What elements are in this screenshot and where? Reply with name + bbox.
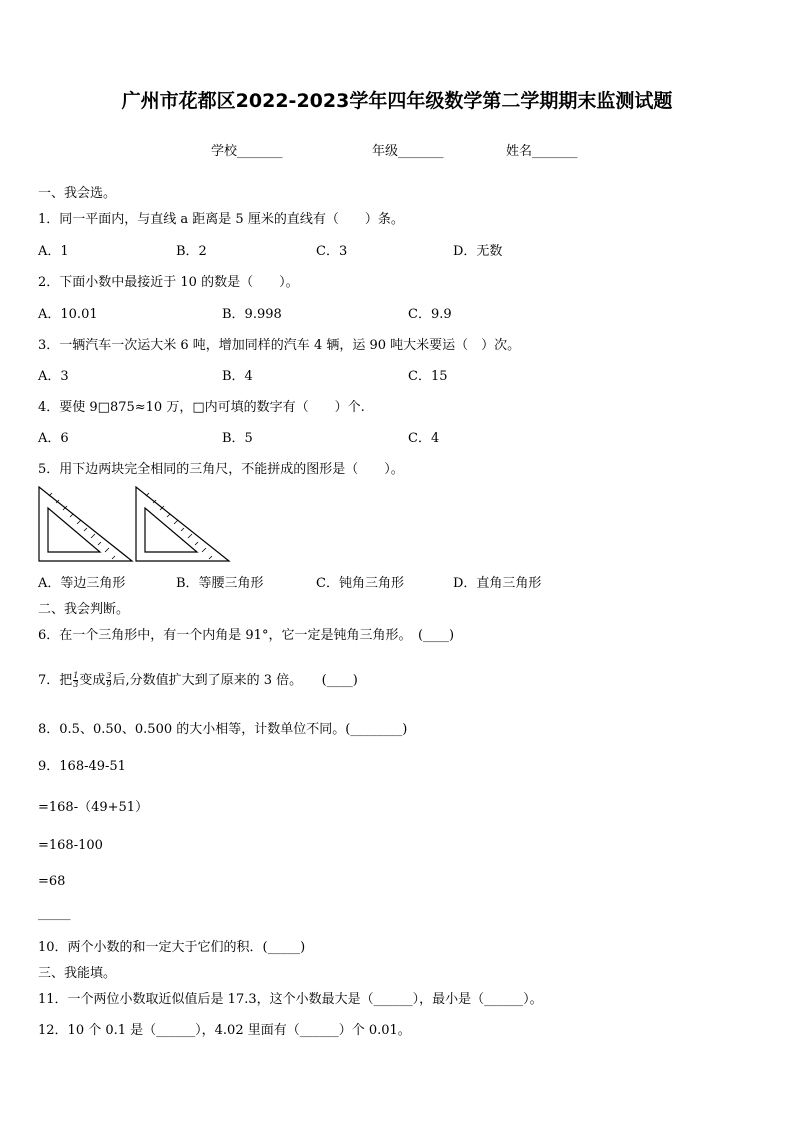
section-1-heading: 一、我会选。 xyxy=(38,186,117,201)
q9-line-1: 9．168-49-51 xyxy=(38,759,126,774)
q7-fraction-2-numerator: 3 xyxy=(106,671,112,680)
q7-fraction-2-denominator: 9 xyxy=(106,680,112,689)
section-2-heading: 二、我会判断。 xyxy=(38,602,130,617)
q4-option-a: A．6 xyxy=(38,431,69,446)
q5-stem: 5．用下边两块完全相同的三角尺，不能拼成的图形是（ ）。 xyxy=(38,462,404,477)
q7-fraction-2 xyxy=(106,672,111,689)
section-3-heading: 三、我能填。 xyxy=(38,966,117,981)
q9-line-2: =168-（49+51） xyxy=(38,800,149,815)
q12-text: 12．10 个 0.1 是（______），4.02 里面有（______）个 0.01。 xyxy=(38,1023,411,1038)
q7-middle: 变成 xyxy=(79,673,106,688)
q2-option-c: C．9.9 xyxy=(408,307,452,322)
q4-option-b: B．5 xyxy=(222,431,253,446)
page-title: 广州市花都区2022-2023学年四年级数学第二学期期末监测试题 xyxy=(121,90,673,112)
q1-option-c: C．3 xyxy=(316,244,348,259)
q4-stem: 4．要使 9□875≈10 万，□内可填的数字有（ ）个. xyxy=(38,400,365,415)
q3-option-c: C．15 xyxy=(408,369,448,384)
q7-fraction-1 xyxy=(73,672,78,689)
q1-stem: 1．同一平面内，与直线 a 距离是 5 厘米的直线有（ ）条。 xyxy=(38,212,404,227)
q3-option-b: B．4 xyxy=(222,369,253,384)
grade-field: 年级_______ xyxy=(372,144,444,159)
q2-stem: 2．下面小数中最接近于 10 的数是（ ）。 xyxy=(38,275,299,290)
q3-stem: 3．一辆汽车一次运大米 6 吨，增加同样的汽车 4 辆，运 90 吨大米要运（ ）次。 xyxy=(38,338,521,353)
q9-answer-blank: _____ xyxy=(38,906,71,921)
q7-fraction-1-numerator: 1 xyxy=(73,671,79,680)
q5-option-a: A．等边三角形 xyxy=(38,576,126,591)
q7-suffix: 后,分数值扩大到了原来的 3 倍。 (____) xyxy=(112,673,358,688)
q4-option-c: C．4 xyxy=(408,431,440,446)
triangle-ruler-1-figure xyxy=(38,486,134,562)
triangle-ruler-2-figure xyxy=(135,486,231,562)
q9-line-4: =68 xyxy=(38,874,66,889)
q11-text: 11．一个两位小数取近似值后是 17.3，这个小数最大是（______），最小是（______）。 xyxy=(38,992,543,1007)
q6-text: 6．在一个三角形中，有一个内角是 91°，它一定是钝角三角形。 (____) xyxy=(38,628,455,643)
q2-option-a: A．10.01 xyxy=(38,307,98,322)
q1-option-a: A．1 xyxy=(38,244,69,259)
q5-option-d: D．直角三角形 xyxy=(453,576,542,591)
q7-fraction-1-denominator: 3 xyxy=(73,680,79,689)
q7-prefix: 7．把 xyxy=(38,673,73,688)
q2-option-b: B．9.998 xyxy=(222,307,282,322)
q1-option-b: B．2 xyxy=(176,244,207,259)
q10-text: 10．两个小数的和一定大于它们的积．(_____) xyxy=(38,940,306,955)
q5-option-b: B．等腰三角形 xyxy=(176,576,264,591)
q1-option-d: D．无数 xyxy=(453,244,503,259)
name-field: 姓名_______ xyxy=(506,144,578,159)
school-field: 学校_______ xyxy=(211,144,283,159)
q7-text xyxy=(38,669,358,689)
q9-line-3: =168-100 xyxy=(38,838,103,853)
q8-text: 8．0.5、0.50、0.500 的大小相等，计数单位不同。(________) xyxy=(38,722,408,737)
q3-option-a: A．3 xyxy=(38,369,69,384)
q5-option-c: C．钝角三角形 xyxy=(316,576,404,591)
